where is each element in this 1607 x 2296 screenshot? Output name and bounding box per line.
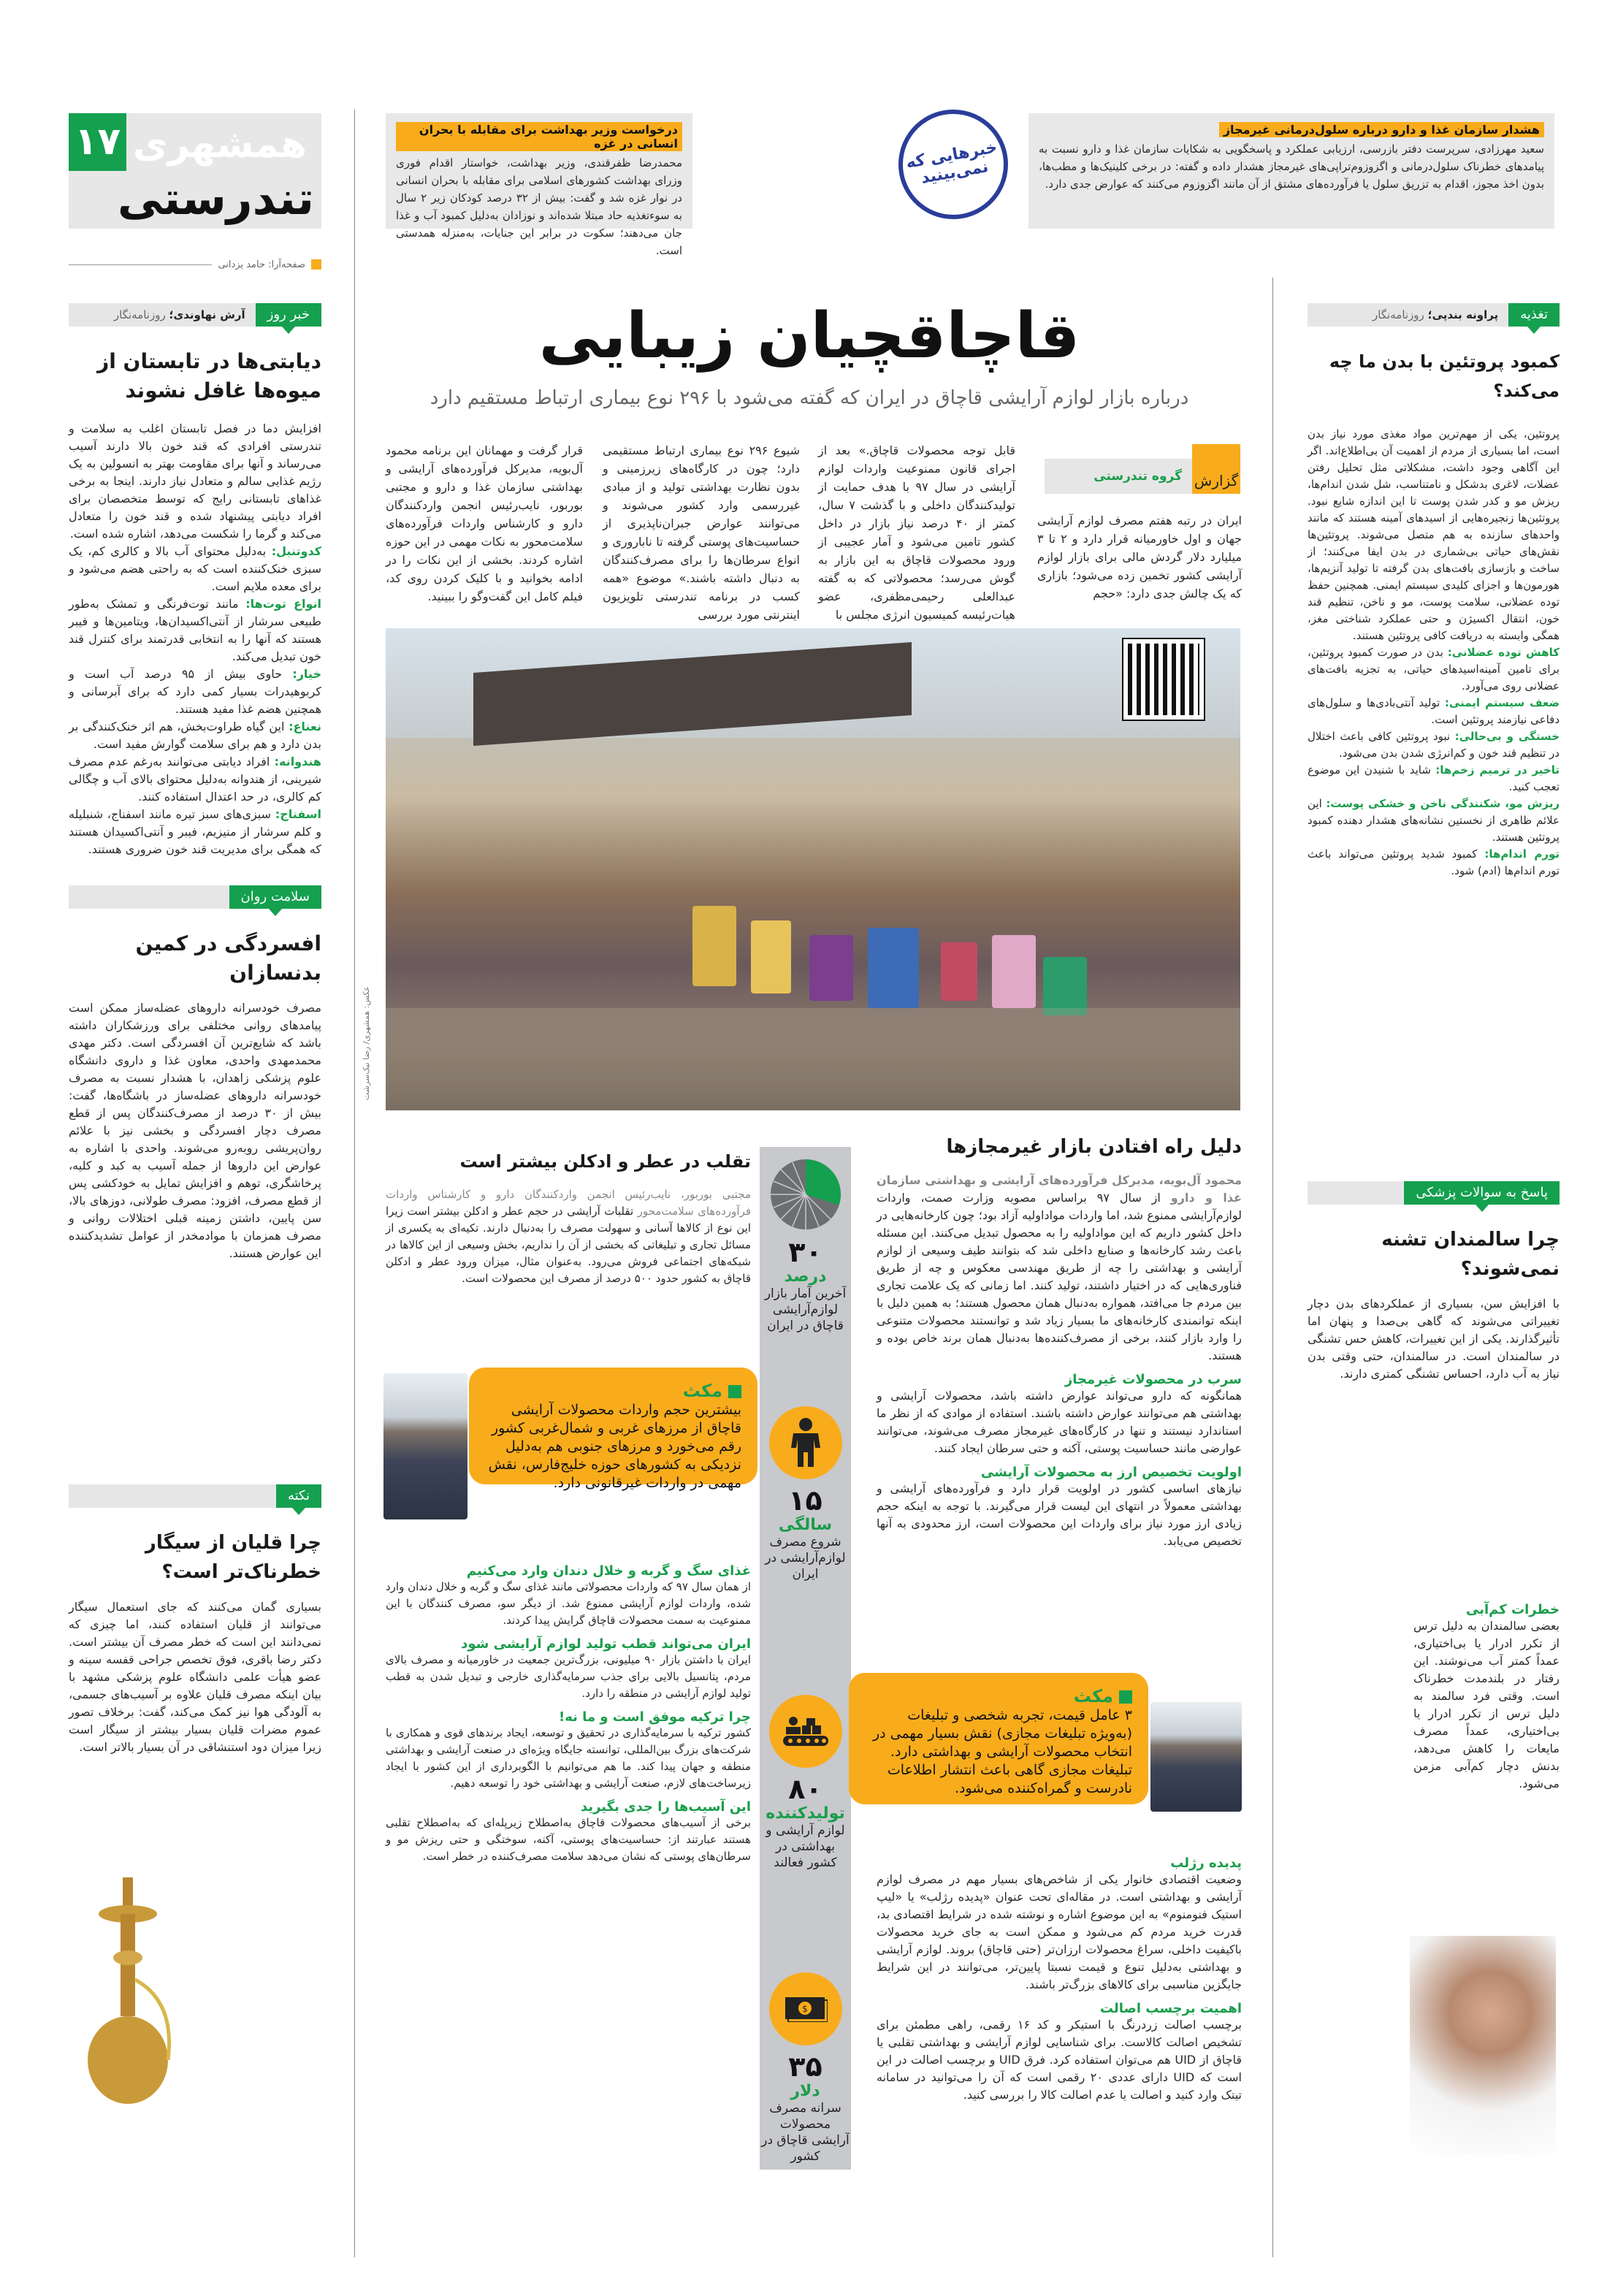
article-title[interactable]: چرا سالمندان تشنه نمی‌شوند؟	[1381, 1229, 1560, 1280]
page-number: ۱۷	[69, 113, 126, 171]
left-column: خبر روز آرش نهاوندی؛ روزنامه‌نگار دیابتی‌ها در تابستان از میوه‌ها غافل نشوند افزایش دما در فصل تابستان اغلب به سلامت و تندرستی افرادی که قند خون بالا دارند آسیب می‌رساند و آنها برای مقاومت بهتر به انسولین به یک رژیم غذایی سالم و متعادل نیاز دارند. اینجا به برخی غذاهای تابستانی رایج که توسط متخصصان برای افراد دیابتی پیشنهاد شده و قند خون را متعادل می‌کند و گرما را شکست می‌دهد، اشاره شده است. کدوتنبل: به‌دلیل محتوای آب بالا و کالری کم، یک سبزی خنک‌کننده است که به راحتی هضم می‌شود و برای معده ملایم است. انواع توت‌ها: مانند توت‌فرنگی و تمشک به‌طور طبیعی سرشار از آنتی‌اکسیدان‌ها، ویتامین‌ها و فیبر هستند که آنها را به انتخابی قدرتمند برای کنترل قند خون تبدیل می‌کند. خیار: حاوی بیش از ۹۵ درصد آب است و کربوهیدرات بسیار کمی دارد که برای آبرسانی و همچنین هضم غذا مفید هستند. نعناع: این گیاه طراوت‌بخش، هم اثر خنک‌کنندگی بر بدن دارد و هم برای سلامت گوارش مفید است. هندوانه: افراد دیابتی می‌توانند به‌رغم عدم مصرف شیرینی، از هندوانه به‌دلیل محتوای بالای آب و چگالی کم کالری، در حد اعتدال استفاده کنند. اسفناج: سبزی‌های سبز تیره مانند اسفناج، شنبلیله و کلم سرشار از منیزیم، فیبر و آنتی‌اکسیدان هستند که همگی برای مدیریت قند خون ضروری هستند.	[69, 303, 321, 858]
column-divider	[1272, 278, 1273, 2257]
svg-text:$: $	[801, 2004, 808, 2014]
main-subtitle: درباره بازار لوازم آرایشی قاچاق در ایران که گفته می‌شود با ۲۹۶ نوع بیماری ارتباط مستقیم دارد	[430, 387, 1189, 409]
right-column-2: پاسخ به سوالات پزشکی چرا سالمندان تشنه نمی‌شوند؟ با افزایش سن، بسیاری از عملکردهای بدن دچار تغییراتی می‌شوند که گاهی بی‌صدا و پنهان اما تأثیرگذارند. یکی از این تغییرات، کاهش حس تشنگی در سالمندان است. در سالمندان، حتی وقتی بدن نیاز به آب دارد، احساس تشنگی کمتری دارند. خطرات کم‌آبی بعضی سالمندان به دلیل ترس از تکرر ادرار یا بی‌اختیاری، عمداً کمتر آب می‌نوشند. این رفتار در بلندمدت خطرناک است. وقتی فرد سالمند به دلیل ترس از تکرر ادرار یا بی‌اختیاری، عمداً مصرف مایعات را کاهش می‌دهد، بدنش دچار کم‌آبی مزمن می‌شود.	[1308, 1181, 1560, 1793]
elderly-man-photo	[1410, 1936, 1556, 2155]
top-news-stemcell: هشدار سازمان غذا و دارو درباره سلول‌درمانی غیرمجاز سعید مهرزادی، سرپرست دفتر بازرسی، ارزیابی عملکرد و پاسخگویی به شکایات سازمان غذا و دارو نسبت به پیامدهای خطرناک سلول‌درمانی و اگزوزوم‌تراپی‌های غیرمجاز هشدار داده و گفته: در برخی کلینیک‌ها و مطب‌ها، بدون اخذ مجوز، اقدام به تزریق سلول یا فرآورده‌های مشتق از آن مانند اگزوزوم می‌کنند که عوارض جدی دارد.	[1028, 113, 1554, 229]
portrait-albouyeh	[383, 1373, 467, 1519]
stat-start-age: ۱۵ سالگی شروع مصرف لوازم‌آرایشی در ایران	[760, 1406, 851, 1582]
column-divider	[354, 110, 355, 2257]
section-perfume-fraud: تقلب در عطر و ادکلن بیشتر است مجتبی بوربور، نایب‌رئیس انجمن واردکنندگان دارو و کارشناس واردات فرآورده‌های سلامت‌محور تقلبات آرایشی در حجم عطر و ادکلن بیشتر است زیرا این نوع از کالاها آسانی و سهولت مصرف را به‌دنبال دارند. تکیه‌ای به یکسری از مسائل تجاری و تبلیغاتی که بخشی از آن را نداریم، بخش وسیعی از این کالاها در شبکه‌های اجتماعی فروش می‌رود. به‌عنوان مثال، میزان ورود عطر و ادکلن قاچاق به کشور حدود ۵۰۰ درصد از مصرف این محصولات است.	[386, 1151, 751, 1285]
left-column-3: نکته چرا قلیان از سیگار خطرناک‌تر است؟ بسیاری گمان می‌کنند که جای استعمال سیگار می‌توانند از قلیان استفاده کنند، اما چیزی که نمی‌دانند این است که خطر مصرف آن بیشتر است. دکتر رضا باقری، فوق تخصص جراحی قفسه سینه و عضو هیأت علمی دانشگاه علوم پزشکی مشهد با بیان اینکه مصرف قلیان علاوه بر آسیب‌های جسمی، به آلودگی هوا نیز کمک می‌کند، گفت: برخلاف تصور عموم مضرات قلیان بسیار بیشتر از سیگار است زیرا میزان دود استنشاقی در آن بسیار بالاتر است.	[69, 1484, 321, 1756]
intro-col-2: قابل توجه محصولات قاچاق.» بعد از اجرای قانون ممنوعیت واردات لوازم آرایشی در سال ۹۷ با هدف حمایت از تولیدکنندگان داخلی و با گذشت ۷ سال، کمتر از ۴۰ درصد نیاز بازار در داخل کشور تامین می‌شود و آمار عجیبی از ورود محصولات قاچاق به این بازار به گوش می‌رسد؛ محصولاتی که به گفته عبدالعلی رحیمی‌مظفری، عضو هیات‌رئیسه کمیسیون انرژی مجلس با	[818, 443, 1015, 622]
main-photo-perfume-market	[386, 628, 1240, 1110]
hookah-image	[73, 1870, 183, 2111]
intro-col-3: شیوع ۲۹۶ نوع بیماری ارتباط مستقیمی دارد؛ چون در کارگاه‌های زیرزمینی و بدون نظارت بهداشتی تولید و از مبادی غیررسمی وارد کشور می‌شوند و می‌توانند عوارض جبران‌ناپذیری از حساسیت‌های پوستی گرفته تا ناباروری و انواع سرطان‌ها را برای مصرف‌کنندگان به دنبال داشته باشند.» موضوع «همه کسب در برنامه تندرستی تلویزیون اینترنتی مورد بررسی	[603, 443, 800, 622]
article-title[interactable]: چرا قلیان از سیگار خطرناک‌تر است؟	[145, 1532, 321, 1583]
top-news-headline[interactable]: درخواست وزیر بهداشت برای مقابله با بحران انسانی در غزه	[396, 122, 682, 151]
article-title[interactable]: افسردگی در کمین بدنسازان	[135, 931, 321, 985]
article-title[interactable]: دیابتی‌ها در تابستان از میوه‌ها غافل نشوند	[97, 349, 321, 403]
qr-code[interactable]	[1123, 639, 1204, 720]
main-title[interactable]: قاچاقچیان زیبایی	[538, 300, 1080, 373]
report-kicker: گزارش گروه تندرستی	[1045, 459, 1240, 494]
top-news-headline[interactable]: هشدار سازمان غذا و دارو درباره سلول‌درمانی غیرمجاز	[1219, 122, 1544, 137]
layout-credit: صفحه‌آرا: حامد یزدانی	[69, 257, 321, 272]
factory-conveyor-icon	[769, 1695, 842, 1768]
stat-per-capita: $ ۳۵ دلار سرانه مصرف محصولات آرایشی قاچاق در کشور	[760, 1972, 851, 2165]
portrait-bourbour	[1150, 1702, 1242, 1812]
photo-caption: عکس: همشهری/ رضا نیک‌سرشت	[362, 986, 371, 1100]
intro-col-4: قرار گرفت و مهمانان این برنامه محمود آل‌بویه، مدیرکل فرآورده‌های آرایشی و بهداشتی سازمان غذا و دارو و مجتبی بوربور، نایب‌رئیس انجمن واردکنندگان دارو و کارشناس واردات فرآورده‌های سلامت‌محور به نکات مهمی در این حوزه اشاره کردند. بخشی از این نکات را در ادامه بخوانید و با کلیک کردن روی کد، فیلم کامل این گفت‌وگو را ببینید.	[386, 443, 583, 603]
top-news-gaza: درخواست وزیر بهداشت برای مقابله با بحران انسانی در غزه محمدرضا ظفرقندی، وزیر بهداشت، خواستار اقدام فوری وزرای بهداشت کشورهای اسلامی برای مقابله با بحران انسانی در نوار غزه شد و گفت: بیش از ۳۲ درصد کودکان زیر ۲ سال به سوءتغذیه حاد مبتلا شده‌اند و نوزادان به‌دلیل کمبود آب و غذا جان می‌دهند؛ سکوت در برابر این جنایات، به‌منزله همدستی است.	[386, 113, 692, 229]
kicker-tag: خبر روز	[256, 303, 321, 327]
right-column: تغذیه پراونه بندپی؛ روزنامه‌نگار کمبود پروتئین با بدن ما چه می‌کند؟ پروتئین، یکی از مهم‌ترین مواد مغذی مورد نیاز بدن است، اما بسیاری از مردم از اهمیت آن بی‌اطلاع‌اند. اگر این آگاهی وجود داشت، مشکلاتی مثل تحلیل رفتن عضلات، لاغری بدشکل و نامتناسب، شل شدن اندام‌ها، ریزش مو و کدر شدن پوست تا این اندازه شایع نبود. پروتئین‌ها زنجیره‌هایی از اسیدهای آمینه هستند که مانند واحدهای سازنده به هم متصل می‌شوند. پروتئین‌ها نقش‌های حیاتی بی‌شماری در بدن ایفا می‌کنند؛ از ساخت و بازسازی بافت‌های بدن گرفته تا تولید آنزیم‌ها، هورمون‌ها و اجزای کلیدی سیستم ایمنی. همچنین حفظ توده عضلانی، سلامت پوست، مو و ناخن، تنظیم قند خون، انتقال اکسیژن و حتی عملکرد شناختی مغز، همگی وابسته به دریافت کافی پروتئین هستند. کاهش توده عضلانی: بدن در صورت کمبود پروتئین، برای تامین آمینه‌اسیدهای حیاتی، به تجزیه بافت‌های عضلانی روی می‌آورد. ضعف سیستم ایمنی: تولید آنتی‌بادی‌ها و سلول‌های دفاعی نیازمند پروتئین است. خستگی و بی‌حالی: نبود پروتئین کافی باعث اختلال در تنظیم قند خون و کم‌انرژی شدن بدن می‌شود. تاخیر در ترمیم زخم‌ها: شاید با شنیدن این موضوع تعجب کنید. ریزش مو، شکنندگی ناخن و خشکی پوست: این علائم ظاهری از نخستین نشانه‌های هشدار دهنده کمبود پروتئین هستند. تورم اندام‌ها: کمبود شدید پروتئین می‌تواند باعث تورم اندام‌ها (ادم) شود.	[1308, 303, 1560, 880]
stats-sidebar	[760, 1147, 851, 2170]
person-icon	[769, 1406, 842, 1479]
left-column-2: سلامت روان افسردگی در کمین بدنسازان مصرف خودسرانه داروهای عضله‌ساز ممکن است پیامدهای روانی مختلفی برای ورزشکاران داشته باشد که شایع‌ترین آن افسردگی است. دکتر مهدی محمدمهدی واحدی، معاون غذا و داروی دانشگاه علوم پزشکی زاهدان، با هشدار نسبت به مصرف خودسرانه داروهای عضله‌ساز در باشگاه‌ها، گفت: بیش از ۳۰ درصد از مصرف‌کنندگان پس از قطع مصرف دچار افسردگی و بخشی نیز با علائم روان‌پریشی روبه‌رو می‌شوند. واحدی با اشاره به عوارض این داروها از جمله آسیب به کبد و کلیه، پرخاشگری، توهم و افزایش تمایل به خودکشی پس از قطع مصرف، افزود: مصرف طولانی، دوزهای بالا، سن پایین، داشتن زمینه قبلی اختلالات روانی و مصرف همزمان با موادمخدر از عوامل تشدیدکننده این عوارض هستند.	[69, 885, 321, 1262]
section-illegal-market-lower: پدیده رژلب وضعیت اقتصادی خانوار یکی از شاخص‌های بسیار مهم در مصرف لوازم آرایشی و بهداشتی است. در مقاله‌ای تحت عنوان «پدیده رژلب» یا «لیپ استیک فنومنوم» به این موضوع اشاره و نوشته شده در شرایط اقتصادی بد، قدرت خرید مردم کم می‌شود و ممکن است به جای خرید محصولات باکیفیت داخلی، سراغ محصولات ارزان‌تر (حتی قاچاق) بروند. لوازم آرایشی و بهداشتی به‌دلیل تنوع و قیمت نسبتا پایین‌تر، می‌توانند در این شرایط جایگزین مناسبی برای کالاهای بزرگ‌تر باشند. اهمیت برچسب اصالت برچسب اصالت زردرنگ با استیکر و کد ۱۶ رقمی، راهی مطمئن برای تشخیص اصالت کالاست. برای شناسایی لوازم آرایشی و بهداشتی تقلبی یا قاچاق از UID هم می‌توان استفاده کرد. فرق UID و برچسب اصالت در این است که UID دارای عددی ۲۰ رقمی است که آن را می‌توانید در سامانه تیتک وارد کنید و اصالت یا عدم اصالت کالا را بررسی کنید.	[877, 1856, 1243, 2102]
money-bill-icon	[769, 1972, 842, 2045]
stat-producers: ۸۰ تولیدکننده لوازم آرایشی و بهداشتی در کشور فعالند	[760, 1695, 851, 1871]
stat-smuggled-share: ۳۰ درصد آخرین آمار بازار لوازم‌آرایشی قاچاق در ایران	[760, 1158, 851, 1334]
pie-chart-icon	[769, 1158, 842, 1231]
quote-box: مکث بیشترین حجم واردات محصولات آرایشی قاچاق از مرزهای غربی و شمال‌غربی کشور رقم می‌خورد و مرزهای جنوبی هم به‌دلیل نزدیکی به کشورهای حوزه خلیج‌فارس، نقش مهمی در واردات غیرقانونی دارد.	[469, 1368, 757, 1484]
article-title[interactable]: کمبود پروتئین با بدن ما چه می‌کند؟	[1329, 351, 1560, 401]
newspaper-logo: همشهری	[132, 123, 307, 167]
stamp-badge: خبرهایی که نمی‌بینید	[890, 101, 1017, 228]
orange-marker-icon	[311, 259, 321, 270]
masthead	[69, 113, 321, 229]
section-title: تندرستی	[117, 172, 314, 225]
kicker-bar: خبر روز آرش نهاوندی؛ روزنامه‌نگار	[69, 303, 321, 327]
intro-col-1: ایران در رتبه هفتم مصرف لوازم آرایشی جهان و اول خاورمیانه قرار دارد و ۲ تا ۳ میلیارد دلار گردش مالی برای بازار لوازم آرایشی کشور تخمین زده می‌شود؛ بازاری که یک چالش جدی دارد: «حجم	[1037, 514, 1242, 600]
report-tag: گزارش	[1192, 444, 1240, 494]
section-illegal-market: دلیل راه افتادن بازار غیرمجازها محمود آل‌بویه، مدیرکل فرآورده‌های آرایشی و بهداشتی سازمان غذا و دارو از سال ۹۷ براساس مصوبه وزارت صمت، واردات لوازم‌آرایشی ممنوع شد، اما واردات مواداولیه آزاد بود؛ چون کارخانه‌هایی در داخل کشور داریم که این مواداولیه را به محصول تبدیل می‌کنند. این مسئله باعث رشد کارخانه‌ها و صنایع داخلی شد که بتوانند طیف وسیعی از لوازم آرایشی و بهداشتی را چه از طریق مهندسی معکوس و چه از طریق فناوری‌هایی که در اختیار داشتند، تولید کنند. اما زمانی که یک علامت تجاری بین مردم جا می‌افتد، همواره به‌دنبال همان محصول هستند؛ به همین دلیل با اینکه توانمندی کارخانه‌های ما بسیار زیاد شد و توانستند محصولات متنوعی را وارد بازار کنند، برخی از مصرف‌کننده‌ها به‌دنبال همان برند خاص بوده و هستند. سرب در محصولات غیرمجاز همانگونه که دارو می‌تواند عوارض داشته باشد، محصولات آرایشی و بهداشتی هم می‌توانند عوارض داشته باشند. استفاده از موادی که از نظر ما استاندارد نیستند و تنها در کارگاه‌های غیرمجاز مصرف می‌شوند، می‌توانند عوارضی مانند حساسیت پوستی، آکنه و حتی سرطان ایجاد کنند. اولویت تخصیص ارز به محصولات آرایشی نیازهای اساسی کشور در اولویت قرار دارد و فرآورده‌های آرایشی و بهداشتی معمولاً در انتهای این لیست قرار می‌گیرند. با توجه به اینکه حجم زیادی ارز مورد نیاز برای واردات این محصولات است، ارز محدودی به آنها تخصیص می‌یابد.	[877, 1136, 1243, 1548]
section-perfume-fraud-lower: غذای سگ و گربه و خلال دندان وارد می‌کنیم از همان سال ۹۷ که واردات محصولاتی مانند غذای سگ و گربه و خلال دندان وارد شده، واردات لوازم آرایشی ممنوع شد. از دیگر سو، مصرف کنندگان با این ممنوعیت به سمت محصولات قاچاق گرایش پیدا کردند. ایران می‌تواند قطب تولید لوازم آرایشی شود ایران با داشتن بازار ۹۰ میلیونی، بزرگ‌ترین جمعیت در خاورمیانه و مصرف بالای مردم، پتانسیل بالایی برای جذب سرمایه‌گذاری خارجی و تبدیل شدن به قطب تولید لوازم آرایشی در منطقه را دارد. چرا ترکیه موفق است و ما نه! کشور ترکیه با سرمایه‌گذاری در تحقیق و توسعه، ایجاد برندهای قوی و همکاری با شرکت‌های بزرگ بین‌المللی، توانسته جایگاه ویژه‌ای در صنعت آرایشی و بهداشتی منطقه و جهان پیدا کند. ما هم می‌توانیم با الگوبرداری از این کشور با ایجاد زیرساخت‌های لازم، صنعت آرایشی و بهداشتی خود را توسعه دهیم. این آسیب‌ها را جدی بگیرید برخی از آسیب‌های محصولات قاچاق به‌اصطلاح زیرپله‌ای که به‌اصطلاح تقلبی هستند عبارتند از: حساسیت‌های پوستی، آکنه، سوختگی و حتی ریزش مو و سرطان‌های پوستی که نشان می‌دهد سلامت مصرف‌کننده در خطر است.	[386, 1563, 751, 1863]
quote-box: مکث ۳ عامل قیمت، تجربه شخصی و تبلیغات (به‌ویژه تبلیغات مجازی) نقش بسیار مهمی در انتخاب محصولات آرایشی و بهداشتی دارد. تبلیغات مجازی گاهی باعث انتشار اطلاعات نادرست و گمراه‌کننده می‌شود.	[849, 1673, 1148, 1804]
